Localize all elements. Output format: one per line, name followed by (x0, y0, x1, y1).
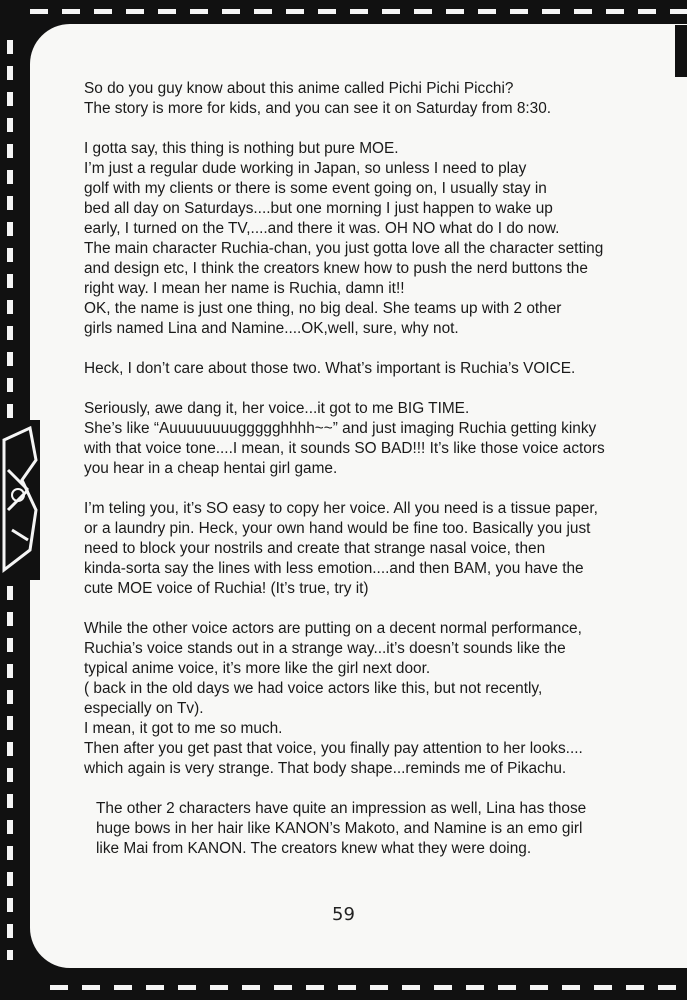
side-emblem-icon (0, 420, 40, 580)
paragraph-6: While the other voice actors are putting on a decent normal performance, Ruchia’s voice stands out in a strange way...it’s doesn’t sounds like the typical anime voice, it’s more like the girl next door. ( back in the old days we had voice actors like this, but not recently, especially on Tv). I mean, it got to me so much. Then after you get past that voice, you finally pay attention to her looks.... which again is very strange. That body shape...reminds me of Pikachu. (84, 620, 583, 777)
paragraph-4: Seriously, awe dang it, her voice...it got to me BIG TIME. She’s like “Auuuuuuuuggggghhhh~~” and just imaging Ruchia getting kinky with that voice tone....I mean, it sounds SO BAD!!! It’s like those voice actors you hear in a cheap hentai girl game. (84, 400, 605, 477)
article-body (84, 79, 674, 879)
page-number: 59 (332, 904, 355, 925)
right-edge-tab (675, 25, 687, 77)
top-dashed-border (30, 9, 687, 14)
paragraph-7: The other 2 characters have quite an impression as well, Lina has those huge bows in her hair like KANON’s Makoto, and Namine is an emo girl like Mai from KANON. The creators knew what they were doing. (96, 800, 587, 857)
bottom-dashed-border (50, 985, 687, 990)
paragraph-3: Heck, I don’t care about those two. What’s important is Ruchia’s VOICE. (84, 360, 576, 377)
paragraph-5: I’m teling you, it’s SO easy to copy her voice. All you need is a tissue paper, or a laundry pin. Heck, your own hand would be fine too. Basically you just need to block your nostrils and create that strange nasal voice, then kinda-sorta say the lines with less emotion....and then BAM, you have the cute MOE voice of Ruchia! (It’s true, try it) (84, 500, 598, 597)
paragraph-1: So do you guy know about this anime called Pichi Pichi Picchi? The story is more for kids, and you can see it on Saturday from 8:30. (84, 80, 552, 117)
paragraph-2: I gotta say, this thing is nothing but pure MOE. I’m just a regular dude working in Japan, so unless I need to play golf with my clients or there is some event going on, I usually stay in bed all day on Saturdays....but one morning I just happen to wake up early, I turned on the TV,....and there it was. OH NO what do I do now. The main character Ruchia-chan, you just gotta love all the character setting and design etc, I think the creators knew how to push the nerd buttons the right way. I mean her name is Ruchia, damn it!! OK, the name is just one thing, no big deal. She teams up with 2 other girls named Lina and Namine....OK,well, sure, why not. (84, 140, 604, 337)
